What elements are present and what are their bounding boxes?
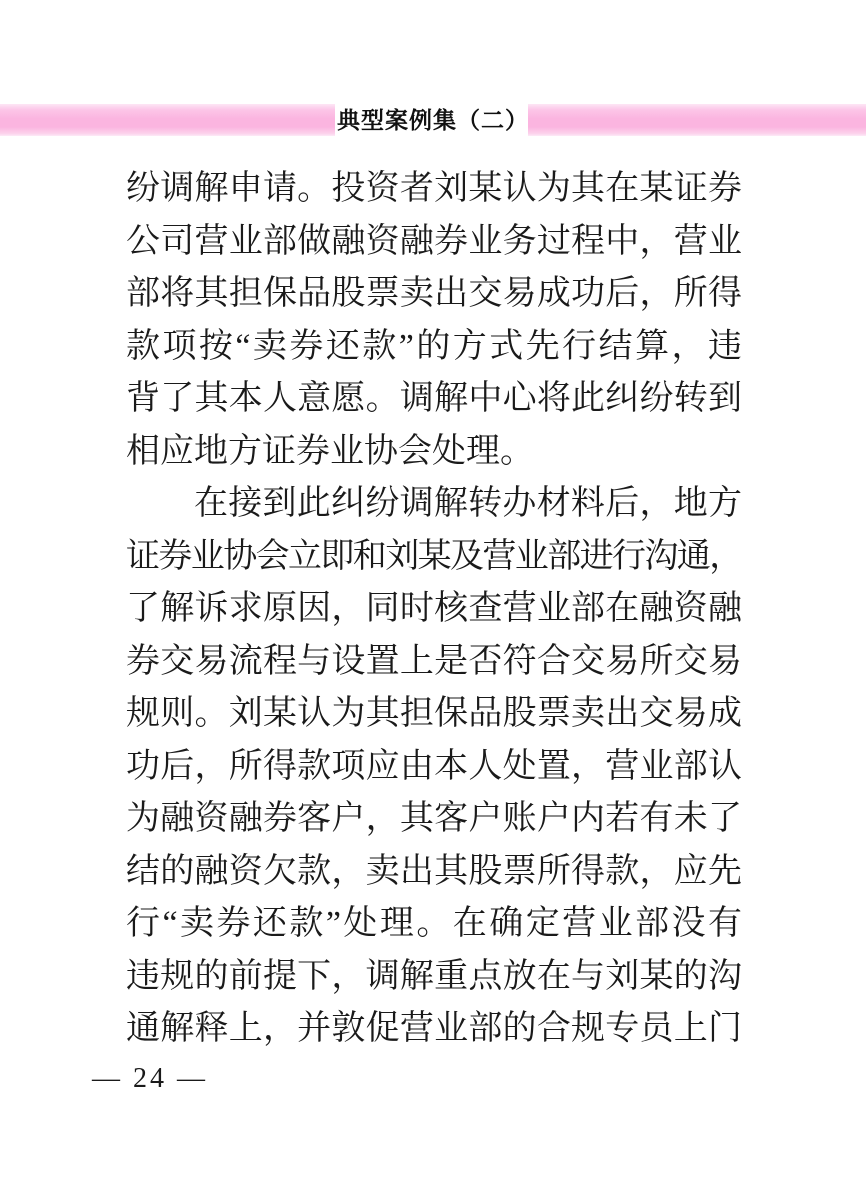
- text-line: 功后，所得款项应由本人处置，营业部认: [126, 747, 742, 785]
- text-line: 券交易流程与设置上是否符合交易所交易: [126, 642, 742, 680]
- text-line: 了解诉求原因，同时核查营业部在融资融: [126, 590, 742, 627]
- text-line: 规则。刘某认为其担保品股票卖出交易成: [126, 695, 742, 732]
- text-line: 证券业协会立即和刘某及营业部进行沟通，: [126, 537, 742, 575]
- text-line: 为融资融券客户，其客户账户内若有未了: [126, 800, 742, 837]
- text-line: 公司营业部做融资融券业务过程中，营业: [126, 222, 742, 260]
- text-line: 违规的前提下，调解重点放在与刘某的沟: [126, 957, 742, 995]
- page-number: — 24 —: [92, 1063, 208, 1094]
- text-line: 纷调解申请。投资者刘某认为其在某证券: [126, 170, 742, 207]
- text-line: 行“卖券还款”处理。在确定营业部没有: [126, 905, 742, 942]
- text-line: 部将其担保品股票卖出交易成功后，所得: [126, 275, 742, 312]
- running-head-title: 典型案例集（二）: [337, 107, 529, 133]
- text-line: 结的融资欠款，卖出其股票所得款，应先: [126, 852, 742, 890]
- text-line: 在接到此纠纷调解转办材料后，地方: [194, 485, 742, 522]
- text-line: 背了其本人意愿。调解中心将此纠纷转到: [126, 380, 742, 417]
- text-line: 相应地方证券业协会处理。: [126, 432, 534, 470]
- text-line: 款项按“卖券还款”的方式先行结算，违: [126, 327, 742, 365]
- body-text: [126, 163, 742, 1056]
- text-line: 通解释上，并敦促营业部的合规专员上门: [126, 1010, 742, 1047]
